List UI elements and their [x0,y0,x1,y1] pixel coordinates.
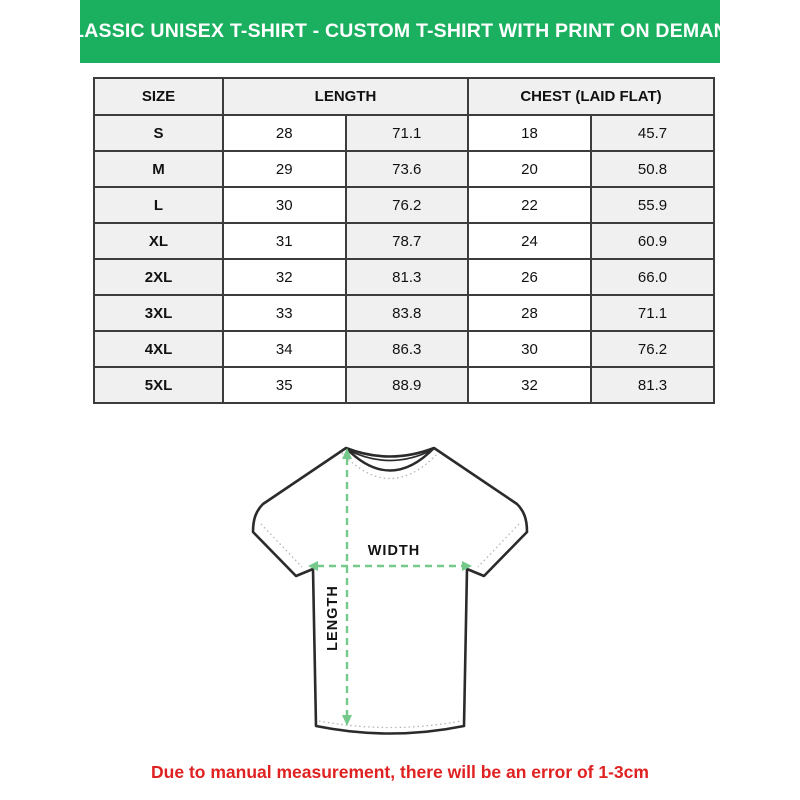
chest-in: 20 [468,151,591,187]
length-cm: 78.7 [346,223,469,259]
chest-in: 22 [468,187,591,223]
chest-in: 28 [468,295,591,331]
table-row [94,223,714,259]
length-in: 34 [223,331,346,367]
chest-cm: 66.0 [591,259,714,295]
size-label: 2XL [94,259,223,295]
chest-cm: 55.9 [591,187,714,223]
size-table [93,77,715,404]
chest-cm: 45.7 [591,115,714,151]
length-in: 28 [223,115,346,151]
size-label: S [94,115,223,151]
tshirt-drawing [250,442,532,744]
length-cm: 81.3 [346,259,469,295]
col-header-size: SIZE [94,78,223,115]
title-bar [57,0,743,63]
chest-cm: 60.9 [591,223,714,259]
size-label: L [94,187,223,223]
tshirt-outline [253,448,527,734]
length-in: 30 [223,187,346,223]
length-in: 32 [223,259,346,295]
table-row [94,187,714,223]
length-in: 33 [223,295,346,331]
col-header-chest: CHEST (LAID FLAT) [468,78,714,115]
chest-cm: 50.8 [591,151,714,187]
length-cm: 76.2 [346,187,469,223]
size-label: M [94,151,223,187]
table-row [94,367,714,403]
chest-cm: 76.2 [591,331,714,367]
table-row [94,151,714,187]
length-cm: 83.8 [346,295,469,331]
size-label: XL [94,223,223,259]
chest-in: 26 [468,259,591,295]
width-label: WIDTH [367,543,421,559]
chest-in: 24 [468,223,591,259]
length-in: 29 [223,151,346,187]
measurement-error-note: Due to manual measurement, there will be an error of 1-3cm [151,762,649,782]
size-label: 5XL [94,367,223,403]
size-label: 3XL [94,295,223,331]
table-row [94,259,714,295]
chest-cm: 71.1 [591,295,714,331]
table-header-row [94,78,714,115]
chest-in: 18 [468,115,591,151]
table-row [94,331,714,367]
chest-cm: 81.3 [591,367,714,403]
col-header-length: LENGTH [223,78,468,115]
table-row [94,115,714,151]
chest-in: 32 [468,367,591,403]
chest-in: 30 [468,331,591,367]
length-cm: 86.3 [346,331,469,367]
page-title: CLASSIC UNISEX T-SHIRT - CUSTOM T-SHIRT WITH PRINT ON DEMAND [57,20,743,42]
length-cm: 88.9 [346,367,469,403]
length-cm: 73.6 [346,151,469,187]
length-in: 35 [223,367,346,403]
tshirt-measurement-diagram [250,442,532,744]
size-label: 4XL [94,331,223,367]
length-cm: 71.1 [346,115,469,151]
length-in: 31 [223,223,346,259]
table-row [94,295,714,331]
length-label: LENGTH [325,585,341,651]
